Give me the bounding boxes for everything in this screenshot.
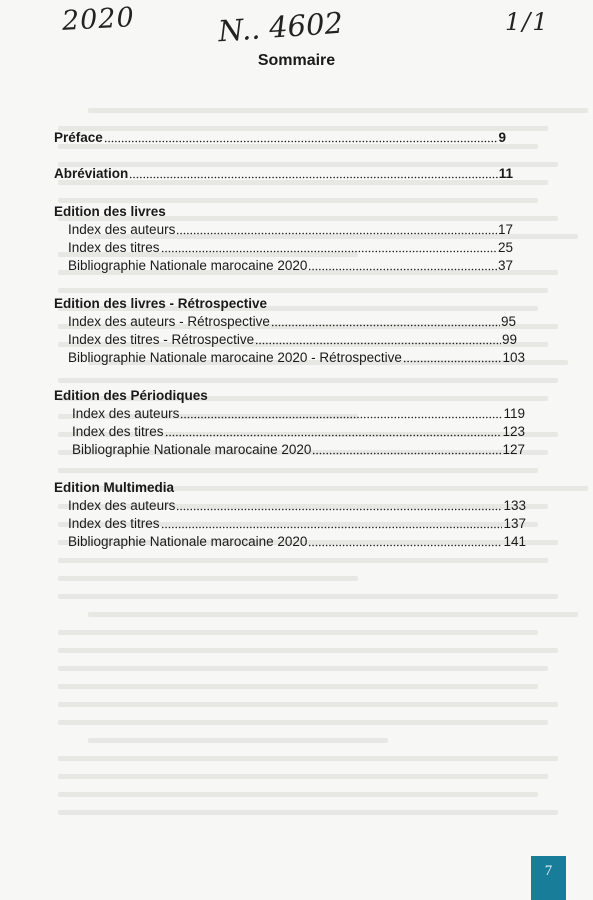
toc-entry-preface bbox=[54, 130, 506, 146]
leader-dots bbox=[271, 317, 500, 327]
toc-entry-label: Bibliographie Nationale marocaine 2020 - Rétrospective bbox=[68, 350, 402, 365]
leader-dots bbox=[180, 409, 502, 419]
toc-entry-page: 25 bbox=[497, 240, 513, 255]
toc-entry-label: Index des auteurs bbox=[68, 498, 176, 513]
toc-entry bbox=[68, 350, 525, 366]
toc-entry-label: Bibliographie Nationale marocaine 2020 bbox=[68, 258, 308, 273]
bleed-through-line bbox=[58, 702, 558, 707]
toc-entry-page: 99 bbox=[501, 332, 517, 347]
bleed-through-line bbox=[88, 108, 588, 113]
handwritten-number: N.. 4602 bbox=[216, 5, 345, 49]
leader-dots bbox=[104, 133, 498, 143]
toc-entry-label: Bibliographie Nationale marocaine 2020 bbox=[68, 534, 308, 549]
bleed-through-line bbox=[58, 792, 538, 797]
toc-entry bbox=[68, 258, 513, 274]
leader-dots bbox=[176, 225, 497, 235]
toc-entry-page: 133 bbox=[503, 498, 526, 513]
toc-entry-page: 37 bbox=[497, 258, 513, 273]
leader-dots bbox=[161, 519, 503, 529]
toc-entry bbox=[68, 498, 526, 514]
toc-entry bbox=[68, 332, 517, 348]
toc-entry-label: Préface bbox=[54, 130, 103, 145]
leader-dots bbox=[308, 537, 502, 547]
bleed-through-line bbox=[58, 720, 548, 725]
leader-dots bbox=[255, 335, 501, 345]
section-heading: Edition Multimedia bbox=[54, 480, 174, 495]
toc-entry-label: Index des titres bbox=[72, 424, 164, 439]
leader-dots bbox=[403, 353, 502, 363]
bleed-through-line bbox=[58, 774, 548, 779]
bleed-through-line bbox=[58, 684, 538, 689]
toc-entry-label: Index des auteurs bbox=[72, 406, 180, 421]
toc-entry-page: 119 bbox=[503, 406, 525, 421]
section-heading: Edition des livres bbox=[54, 204, 166, 219]
toc-entry-label: Index des titres bbox=[68, 240, 160, 255]
bleed-through-line bbox=[58, 198, 538, 203]
toc-entry-page: 103 bbox=[502, 350, 525, 365]
section-heading: Edition des livres - Rétrospective bbox=[54, 296, 268, 311]
toc-entry-page: 141 bbox=[503, 534, 526, 549]
bleed-through-line bbox=[58, 558, 548, 563]
bleed-through-line bbox=[58, 288, 548, 293]
bleed-through-line bbox=[58, 648, 558, 653]
leader-dots bbox=[176, 501, 502, 511]
bleed-through-line bbox=[58, 756, 558, 761]
toc-entry-label: Index des titres - Rétrospective bbox=[68, 332, 255, 347]
toc-entry bbox=[72, 406, 525, 422]
toc-entry-page: 17 bbox=[497, 222, 513, 237]
page-title: Sommaire bbox=[257, 52, 336, 69]
toc-entry-label: Index des auteurs bbox=[68, 222, 176, 237]
toc-entry bbox=[68, 516, 526, 532]
bleed-through-line bbox=[58, 378, 558, 383]
toc-entry bbox=[72, 442, 525, 458]
leader-dots bbox=[312, 445, 501, 455]
bleed-through-line bbox=[58, 666, 548, 671]
section-heading: Edition des Périodiques bbox=[54, 388, 208, 403]
bleed-through-line bbox=[58, 810, 558, 815]
handwritten-year: 2020 bbox=[61, 2, 136, 37]
toc-entry-page: 137 bbox=[503, 516, 526, 531]
toc-entry-label: Abréviation bbox=[54, 166, 129, 181]
toc-entry-page: 95 bbox=[500, 314, 516, 329]
toc-entry-label: Index des auteurs - Rétrospective bbox=[68, 314, 270, 329]
bleed-through-line bbox=[58, 594, 558, 599]
toc-entry-page: 11 bbox=[498, 166, 513, 181]
toc-entry bbox=[68, 222, 513, 238]
toc-entry bbox=[68, 314, 516, 330]
toc-entry-label: Bibliographie Nationale marocaine 2020 bbox=[72, 442, 312, 457]
toc-entry-page: 123 bbox=[502, 424, 525, 439]
bleed-through-line bbox=[58, 468, 538, 473]
toc-entry bbox=[68, 534, 526, 550]
toc-entry-abreviation bbox=[54, 166, 513, 182]
toc-entry-page: 127 bbox=[502, 442, 525, 457]
page-number-tab: 7 bbox=[531, 856, 566, 900]
leader-dots bbox=[129, 169, 497, 179]
handwritten-copy-mark: 1/1 bbox=[505, 8, 550, 36]
bleed-through-line bbox=[88, 612, 578, 617]
toc-entry bbox=[72, 424, 525, 440]
bleed-through-line bbox=[58, 576, 358, 581]
toc-entry-page: 9 bbox=[498, 130, 506, 145]
bleed-through-line bbox=[58, 630, 538, 635]
leader-dots bbox=[165, 427, 502, 437]
bleed-through-text bbox=[58, 108, 568, 848]
leader-dots bbox=[308, 261, 497, 271]
leader-dots bbox=[161, 243, 497, 253]
toc-entry bbox=[68, 240, 513, 256]
toc-entry-label: Index des titres bbox=[68, 516, 160, 531]
bleed-through-line bbox=[88, 738, 388, 743]
